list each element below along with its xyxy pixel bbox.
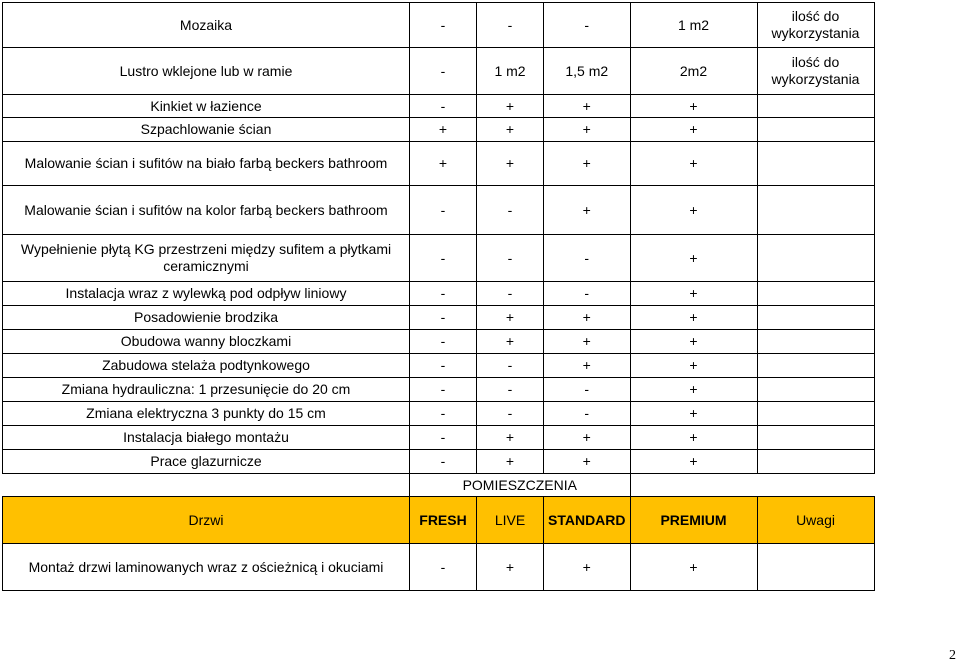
row-label: Malowanie ścian i sufitów na biało farbą beckers bathroom xyxy=(3,142,410,186)
table-row xyxy=(3,450,875,474)
table-row xyxy=(3,402,875,426)
fresh-value: - xyxy=(410,48,477,95)
premium-value: + xyxy=(630,378,757,402)
fresh-value: - xyxy=(410,235,477,282)
premium-value: + xyxy=(630,544,757,591)
standard-value: + xyxy=(544,95,631,118)
row-note: ilość do wykorzystania xyxy=(757,3,874,48)
standard-value: - xyxy=(544,402,631,426)
row-label: Prace glazurnicze xyxy=(3,450,410,474)
row-note xyxy=(757,95,874,118)
fresh-value: - xyxy=(410,95,477,118)
row-note xyxy=(757,426,874,450)
premium-value: + xyxy=(630,330,757,354)
standard-value: 1,5 m2 xyxy=(544,48,631,95)
live-value: - xyxy=(477,402,544,426)
row-note xyxy=(757,402,874,426)
premium-value: + xyxy=(630,186,757,235)
row-label: Posadowienie brodzika xyxy=(3,306,410,330)
table-row xyxy=(3,95,875,118)
standard-value: + xyxy=(544,544,631,591)
row-label: Zmiana elektryczna 3 punkty do 15 cm xyxy=(3,402,410,426)
row-note xyxy=(757,186,874,235)
premium-value: + xyxy=(630,282,757,306)
fresh-value: + xyxy=(410,118,477,142)
standard-value: + xyxy=(544,306,631,330)
live-value: 1 m2 xyxy=(477,48,544,95)
premium-value: + xyxy=(630,118,757,142)
live-value: + xyxy=(477,330,544,354)
row-label: Instalacja wraz z wylewką pod odpływ liniowy xyxy=(3,282,410,306)
fresh-value: - xyxy=(410,3,477,48)
live-value: + xyxy=(477,118,544,142)
row-label: Montaż drzwi laminowanych wraz z ościeżnicą i okuciami xyxy=(3,544,410,591)
row-label: Zmiana hydrauliczna: 1 przesunięcie do 20 cm xyxy=(3,378,410,402)
table-row xyxy=(3,3,875,48)
live-value: - xyxy=(477,282,544,306)
row-note xyxy=(757,118,874,142)
live-value: - xyxy=(477,3,544,48)
table-row xyxy=(3,544,875,591)
fresh-value: - xyxy=(410,330,477,354)
fresh-value: - xyxy=(410,354,477,378)
live-value: + xyxy=(477,95,544,118)
table-row xyxy=(3,235,875,282)
standard-value: + xyxy=(544,118,631,142)
fresh-value: - xyxy=(410,544,477,591)
row-label: Malowanie ścian i sufitów na kolor farbą beckers bathroom xyxy=(3,186,410,235)
premium-value: + xyxy=(630,354,757,378)
row-label: Szpachlowanie ścian xyxy=(3,118,410,142)
live-value: - xyxy=(477,235,544,282)
premium-value: + xyxy=(630,306,757,330)
standard-value: + xyxy=(544,186,631,235)
column-header-standard: STANDARD xyxy=(544,497,631,544)
row-label: Instalacja białego montażu xyxy=(3,426,410,450)
live-value: + xyxy=(477,544,544,591)
standard-value: + xyxy=(544,142,631,186)
row-note xyxy=(757,235,874,282)
live-value: - xyxy=(477,378,544,402)
row-label: Obudowa wanny bloczkami xyxy=(3,330,410,354)
section-title: POMIESZCZENIA xyxy=(410,474,631,497)
row-note xyxy=(757,544,874,591)
row-note xyxy=(757,450,874,474)
fresh-value: - xyxy=(410,186,477,235)
standard-value: + xyxy=(544,330,631,354)
standard-value: - xyxy=(544,282,631,306)
live-value: + xyxy=(477,306,544,330)
fresh-value: - xyxy=(410,426,477,450)
row-note xyxy=(757,378,874,402)
table-row xyxy=(3,118,875,142)
row-note xyxy=(757,282,874,306)
row-label: Zabudowa stelaża podtynkowego xyxy=(3,354,410,378)
fresh-value: - xyxy=(410,450,477,474)
column-header-live: LIVE xyxy=(477,497,544,544)
standard-value: + xyxy=(544,426,631,450)
premium-value: + xyxy=(630,95,757,118)
row-note xyxy=(757,306,874,330)
column-header-premium: PREMIUM xyxy=(630,497,757,544)
premium-value: 1 m2 xyxy=(630,3,757,48)
table-row xyxy=(3,378,875,402)
row-note xyxy=(757,330,874,354)
standard-value: + xyxy=(544,450,631,474)
premium-value: + xyxy=(630,235,757,282)
fresh-value: - xyxy=(410,306,477,330)
live-value: - xyxy=(477,186,544,235)
standard-value: - xyxy=(544,3,631,48)
table-row xyxy=(3,354,875,378)
live-value: - xyxy=(477,354,544,378)
door-header-row xyxy=(3,497,875,544)
row-label: Kinkiet w łazience xyxy=(3,95,410,118)
table-row xyxy=(3,282,875,306)
table-row xyxy=(3,330,875,354)
live-value: + xyxy=(477,426,544,450)
premium-value: + xyxy=(630,402,757,426)
live-value: + xyxy=(477,142,544,186)
row-note xyxy=(757,142,874,186)
fresh-value: - xyxy=(410,378,477,402)
standard-value: + xyxy=(544,354,631,378)
premium-value: + xyxy=(630,426,757,450)
fresh-value: - xyxy=(410,402,477,426)
premium-value: + xyxy=(630,450,757,474)
table-row xyxy=(3,186,875,235)
offer-table xyxy=(2,2,875,591)
row-label: Lustro wklejone lub w ramie xyxy=(3,48,410,95)
row-note xyxy=(757,354,874,378)
row-label: Mozaika xyxy=(3,3,410,48)
page-number: 2 xyxy=(949,648,956,663)
column-header-fresh: FRESH xyxy=(410,497,477,544)
live-value: + xyxy=(477,450,544,474)
premium-value: + xyxy=(630,142,757,186)
column-header-notes: Uwagi xyxy=(757,497,874,544)
section-row xyxy=(3,474,875,497)
fresh-value: + xyxy=(410,142,477,186)
premium-value: 2m2 xyxy=(630,48,757,95)
row-label: Wypełnienie płytą KG przestrzeni między sufitem a płytkami ceramicznymi xyxy=(3,235,410,282)
table-row xyxy=(3,142,875,186)
fresh-value: - xyxy=(410,282,477,306)
door-header-label: Drzwi xyxy=(3,497,410,544)
row-note: ilość do wykorzystania xyxy=(757,48,874,95)
table-row xyxy=(3,48,875,95)
standard-value: - xyxy=(544,235,631,282)
table-row xyxy=(3,426,875,450)
standard-value: - xyxy=(544,378,631,402)
table-row xyxy=(3,306,875,330)
